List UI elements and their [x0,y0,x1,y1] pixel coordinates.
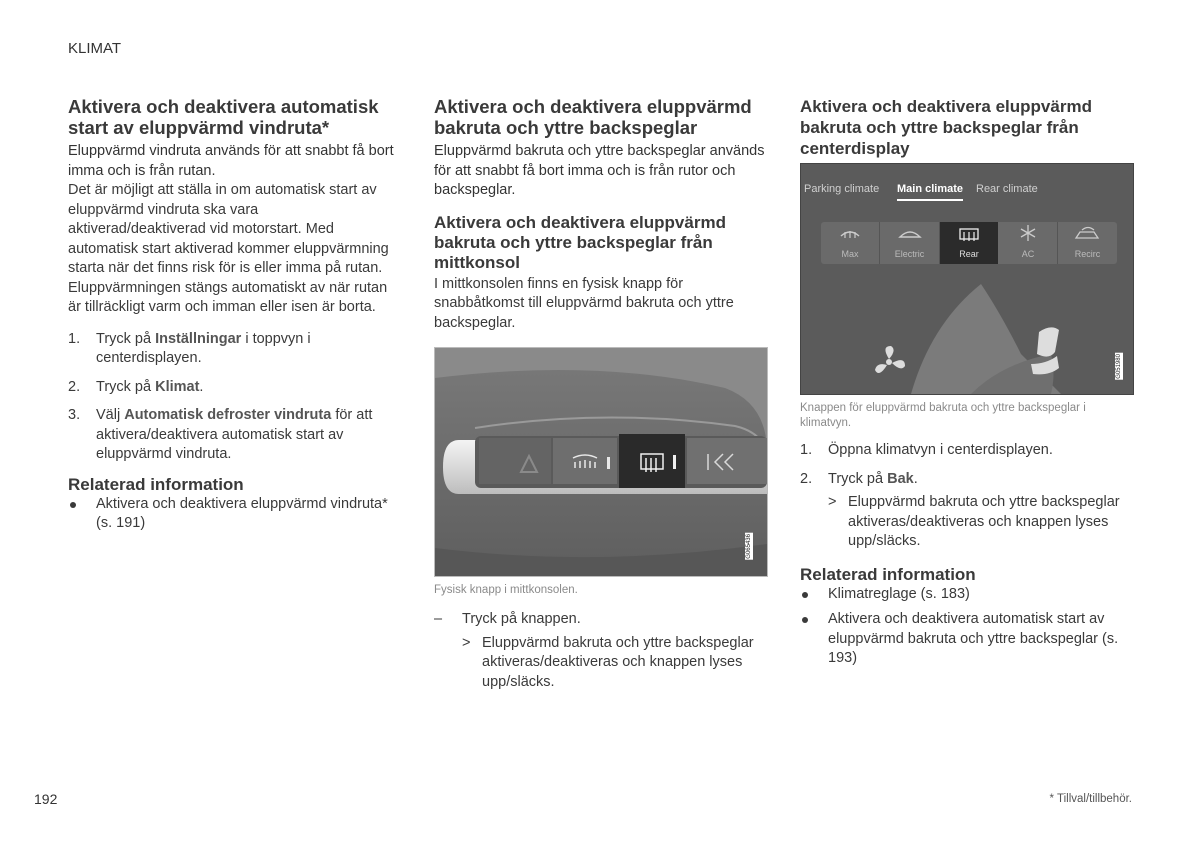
step-list [800,441,1134,489]
result-marker: > [462,634,471,651]
step-number: 2. [800,470,813,487]
section-header: KLIMAT [68,40,122,57]
step-key: Klimat [155,378,200,395]
step-item [68,406,400,465]
electric-button[interactable] [880,222,940,264]
step-number: 2. [68,378,81,395]
step-key: Automatisk defroster vindruta [124,407,332,423]
result-body: Eluppvärmd bakruta och yttre backspeglar aktiveras/deaktiveras och knappen lyses upp/släcks. [482,634,754,690]
column-2 [434,96,768,692]
image-caption: Knappen för eluppvärmd bakruta och yttre backspeglar i klimatvyn. [800,402,1086,429]
related-list [800,585,1134,669]
intro-text: Eluppvärmd vindruta används för att snabbt få bort imma och is från rutan. [68,143,394,179]
subsection-title: Aktivera och deaktivera eluppvärmd bakruta och yttre backspeglar från mittkonsol [434,212,726,272]
related-link[interactable] [800,610,1134,669]
step-text: Tryck på [96,330,156,347]
center-display-screenshot [800,163,1134,395]
ac-button[interactable] [999,222,1058,264]
section-title: Aktivera och deaktivera eluppvärmd bakruta och yttre backspeglar [434,96,752,138]
related-text: Aktivera och deaktivera automatisk start av eluppvärmd bakruta och yttre backspeglar (s. 193) [828,611,1119,666]
step-text: för att aktivera/deaktivera automatisk start av eluppvärmd vindruta. [96,407,373,462]
step-item [68,378,400,398]
related-text: Klimatreglage (s. 183) [828,585,970,602]
page-number: 192 [34,791,58,807]
result-text [434,634,768,693]
button-label: Rear [959,249,979,259]
related-title: Relaterad information [68,474,244,494]
console-button-photo [434,347,768,577]
related-text: Aktivera och deaktivera eluppvärmd vindruta* (s. 191) [96,495,388,531]
recirculation-icon [1058,222,1117,244]
step-text: Tryck på [828,470,888,487]
climate-button-row [821,222,1117,264]
bullet-icon [802,617,808,623]
step-text: i toppvyn i centerdisplayen. [96,330,311,366]
footnote: * Tillval/tillbehör. [1049,793,1132,805]
seat-airflow-illustration [801,264,1133,394]
button-label: Recirc [1074,249,1101,259]
button-label: AC [1021,249,1035,259]
sub-body-text: I mittkonsolen finns en fysisk knapp för snabbåtkomst till eluppvärmd bakruta och yttre backspeglar. [434,275,734,331]
dash-marker: – [434,611,443,627]
bullet-icon [70,502,76,508]
recirc-button[interactable] [1058,222,1117,264]
result-marker: > [828,494,837,510]
step-list [68,330,400,465]
tab-rear-climate[interactable]: Rear climate [976,183,1038,195]
step-text: Öppna klimatvyn i centerdisplayen. [828,442,1053,458]
body-text: Det är möjligt att ställa in om automatisk start av eluppvärmd vindruta ska vara aktiverad/deaktiverad vid motorstart. Med automatisk start aktiverad kommer eluppvärmning starta när det finns risk för is eller imma på rutan. Eluppvärmningen stängs automatiskt av när rutan är tillräckligt varm och imman eller isen är borta. [68,182,389,315]
step-item [800,441,1134,461]
column-1 [68,96,400,540]
tab-parking-climate[interactable]: Parking climate [804,183,880,195]
step-key: Inställningar [155,330,242,347]
tab-main-climate[interactable]: Main climate [897,183,963,201]
step-text: . [913,470,918,487]
step-number: 1. [800,442,813,458]
related-link[interactable] [68,495,400,534]
max-defrost-icon [821,222,879,244]
button-label: Electric [894,249,925,259]
image-code: G065436 [746,534,752,559]
column-3 [800,96,1134,675]
related-title: Relaterad information [800,564,976,584]
climate-tabs [801,178,1133,206]
rear-window-heat-icon [940,222,998,244]
section-title: Aktivera och deaktivera automatisk start av eluppvärmd vindruta* [68,96,379,138]
action-step [434,610,768,630]
rear-defrost-button[interactable] [940,222,998,264]
step-number: 1. [68,330,81,347]
step-number: 3. [68,407,81,423]
snowflake-icon [999,222,1057,244]
intro-text: Eluppvärmd bakruta och yttre backspeglar används för att snabbt få bort imma och is från rutor och backspeglar. [434,143,765,198]
result-body: Eluppvärmd bakruta och yttre backspeglar aktiveras/deaktiveras och knappen lyses upp/släcks. [848,494,1120,549]
button-label: Max [841,249,859,259]
step-text: . [199,378,204,395]
step-key: Bak [887,470,914,487]
image-caption: Fysisk knapp i mittkonsolen. [434,584,578,596]
result-text [800,493,1134,552]
step-text: Tryck på knappen. [462,611,581,627]
related-link[interactable] [800,585,1134,605]
section-title: Aktivera och deaktivera eluppvärmd bakruta och yttre backspeglar från centerdisplay [800,97,1092,158]
fan-icon [875,346,905,373]
image-code: G051980 [1116,354,1122,379]
step-text: Välj [96,407,125,423]
bullet-icon [802,592,808,598]
step-item [68,330,400,369]
console-illustration [435,348,767,576]
step-item [800,470,1134,490]
related-list [68,495,400,534]
max-defrost-button[interactable] [821,222,880,264]
step-text: Tryck på [96,378,156,395]
windshield-heat-icon [880,222,939,244]
